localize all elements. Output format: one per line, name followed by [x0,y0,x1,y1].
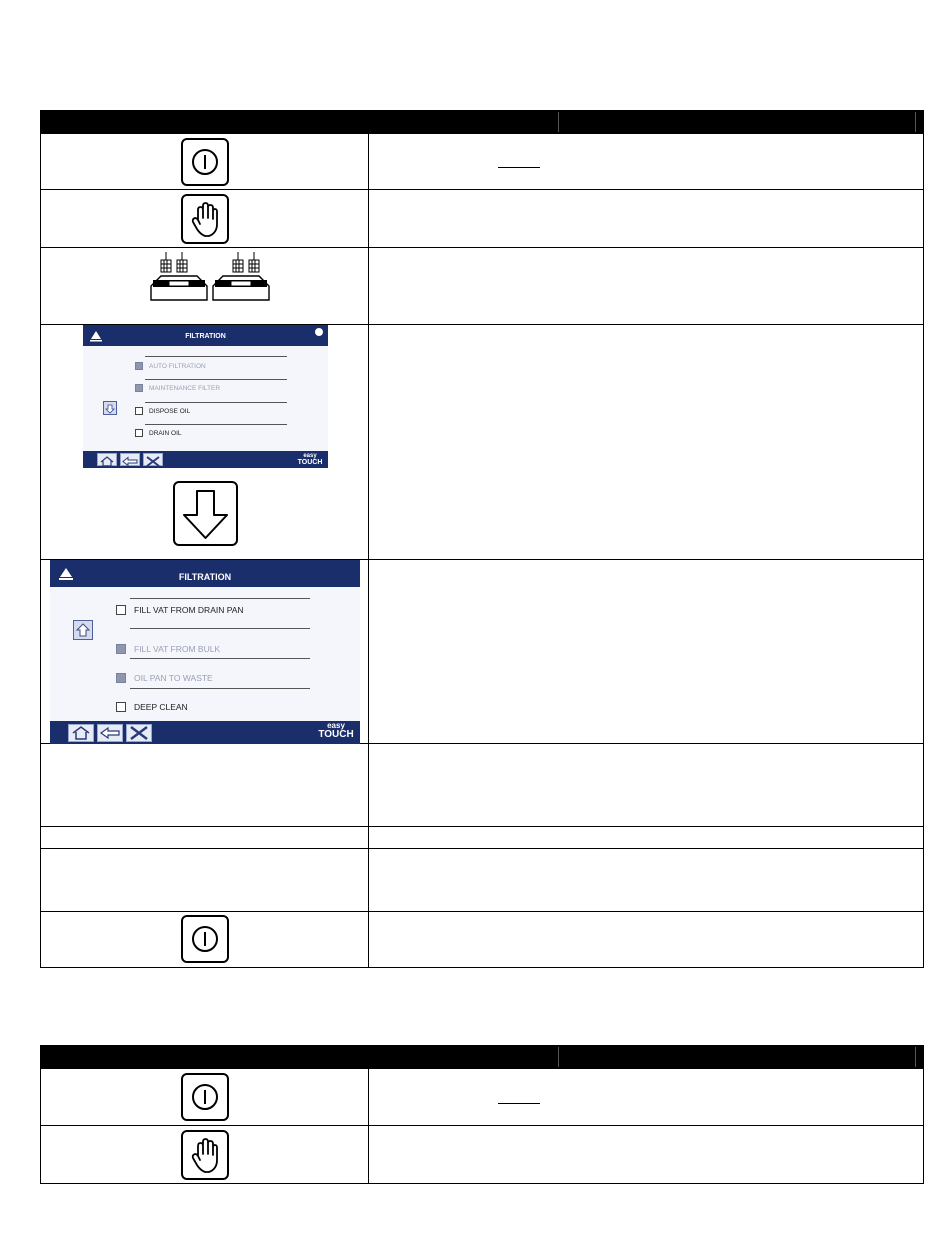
screen-title: FILTRATION [178,572,232,582]
option-label: DRAIN OIL [149,429,182,437]
table-row [40,827,924,849]
option-checkbox[interactable] [135,384,143,392]
tools-button[interactable] [126,724,152,742]
option-deep-clean[interactable] [116,701,188,713]
tools-icon [144,456,162,467]
option-checkbox[interactable] [116,644,126,654]
option-label: OIL PAN TO WASTE [134,673,213,683]
power-button-icon [181,138,229,186]
up-arrow-icon [74,621,92,639]
down-arrow-icon [104,403,116,415]
screen-title: FILTRATION [185,333,226,340]
table-header [40,1045,924,1069]
option-checkbox[interactable] [135,407,143,415]
table-row [40,912,924,968]
back-button[interactable] [97,724,123,742]
down-arrow-button-icon [173,481,238,546]
power-button-icon [181,1073,229,1121]
option-label: DEEP CLEAN [134,702,188,712]
option-oil-pan-to-waste[interactable] [116,672,213,684]
manual-hand-icon [181,194,229,244]
home-icon [69,725,93,741]
underline-mark [498,1103,540,1104]
option-label: DISPOSE OIL [149,407,191,415]
procedure-table-2 [40,1045,924,1184]
option-fill-vat-from-bulk[interactable] [116,643,220,655]
easytouch-logo: easy TOUCH [318,721,354,740]
status-indicator [315,328,323,336]
option-fill-vat-from-drain-pan[interactable] [116,604,244,616]
table-row [40,1126,924,1184]
table-row [40,744,924,827]
table-header [40,110,924,134]
home-button[interactable] [97,453,117,466]
back-button[interactable] [120,453,140,466]
option-label: MAINTENANCE FILTER [149,384,221,392]
option-auto-filtration[interactable] [135,361,206,371]
tools-button[interactable] [143,453,163,466]
underline-mark [498,167,540,168]
table-row [40,134,924,190]
filtration-screen-2 [50,560,360,744]
manual-hand-icon [181,1130,229,1180]
option-checkbox[interactable] [116,673,126,683]
option-checkbox[interactable] [116,605,126,615]
back-arrow-icon [98,725,122,741]
table-row [40,849,924,912]
filtration-screen-1 [83,325,328,468]
fryer-vats-icon [149,250,271,302]
tools-icon [127,725,151,741]
home-icon [98,456,116,467]
option-drain-oil[interactable] [135,428,182,438]
option-checkbox[interactable] [116,702,126,712]
procedure-table-1 [40,110,924,968]
power-button-icon [181,915,229,963]
option-checkbox[interactable] [135,429,143,437]
scroll-up-button[interactable] [73,620,93,640]
option-label: FILL VAT FROM BULK [134,644,221,654]
back-arrow-icon [121,456,139,467]
option-dispose-oil[interactable] [135,406,190,416]
option-label: AUTO FILTRATION [149,362,206,370]
option-label: FILL VAT FROM DRAIN PAN [134,605,244,615]
option-maintenance-filter[interactable] [135,383,220,393]
option-checkbox[interactable] [135,362,143,370]
scroll-down-button[interactable] [103,401,117,415]
table-row [40,1069,924,1126]
table-row [40,190,924,248]
home-button[interactable] [68,724,94,742]
easytouch-logo: easy TOUCH [297,453,323,466]
